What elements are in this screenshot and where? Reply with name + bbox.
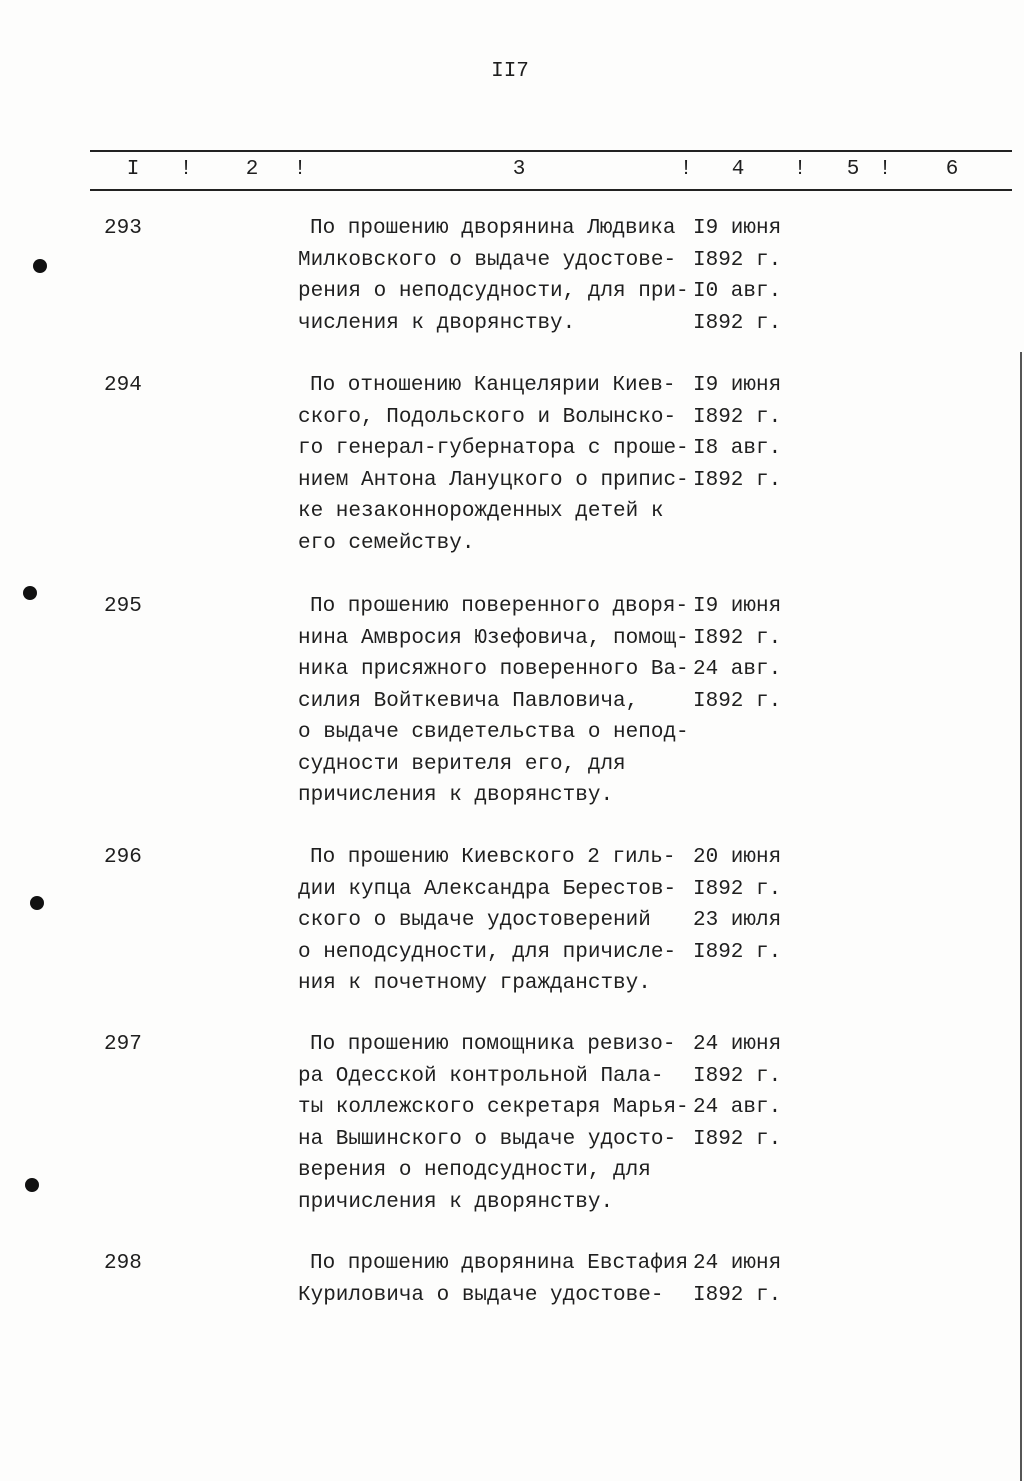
date-line: 20 июня bbox=[693, 846, 782, 869]
description-line: дии купца Александра Берестов- bbox=[298, 877, 677, 901]
description-line: о выдаче свидетельства о непод- bbox=[298, 721, 689, 744]
entry-dates bbox=[693, 842, 803, 968]
entry-number: 294 bbox=[104, 374, 142, 397]
entry-description bbox=[298, 1248, 690, 1311]
description-line: По отношению Канцелярии Киев- bbox=[310, 374, 676, 397]
entry-number: 293 bbox=[104, 217, 142, 240]
entry-dates bbox=[693, 370, 803, 496]
description-line: нина Амвросия Юзефовича, помощ- bbox=[298, 626, 689, 650]
description-line: По прошению дворянина Людвика bbox=[310, 217, 676, 240]
entry-description bbox=[298, 591, 690, 812]
date-line: I892 г. bbox=[693, 405, 782, 429]
description-line: рения о неподсудности, для при- bbox=[298, 280, 689, 303]
description-line: ке незаконнорожденных детей к bbox=[298, 500, 664, 523]
entry-dates bbox=[693, 213, 803, 339]
header-bottom-rule bbox=[90, 189, 1012, 191]
entry-description bbox=[298, 213, 690, 339]
description-line: причисления к дворянству. bbox=[298, 784, 614, 807]
date-line: 24 июня bbox=[693, 1252, 782, 1275]
description-line: ского, Подольского и Волынско- bbox=[298, 405, 677, 429]
header-column-2: 2 bbox=[245, 158, 259, 181]
date-line: I892 г. bbox=[693, 468, 782, 492]
description-line: Милковского о выдаче удостове- bbox=[298, 248, 677, 272]
date-line: 23 июля bbox=[693, 909, 782, 932]
header-separator: ! bbox=[878, 158, 892, 181]
description-line: По прошению помощника ревизо- bbox=[310, 1033, 676, 1056]
entry-number: 296 bbox=[104, 846, 142, 869]
entry-dates bbox=[693, 1029, 803, 1155]
date-line: I8 авг. bbox=[693, 437, 782, 460]
date-line: I892 г. bbox=[693, 940, 782, 964]
entry-description bbox=[298, 1029, 690, 1218]
entry-description bbox=[298, 842, 690, 1000]
punch-hole-mark bbox=[33, 259, 47, 273]
date-line: I9 июня bbox=[693, 217, 782, 240]
date-line: I892 г. bbox=[693, 1064, 782, 1088]
entry-description bbox=[298, 370, 690, 559]
description-line: верения о неподсудности, для bbox=[298, 1159, 651, 1182]
description-line: Куриловича о выдаче удостове- bbox=[298, 1283, 664, 1307]
header-separator: ! bbox=[679, 158, 693, 181]
date-line: 24 июня bbox=[693, 1033, 782, 1056]
date-line: 24 авг. bbox=[693, 658, 782, 681]
punch-hole-mark bbox=[30, 896, 44, 910]
header-column-4: 4 bbox=[731, 158, 745, 181]
entry-number: 295 bbox=[104, 595, 142, 618]
date-line: I892 г. bbox=[693, 626, 782, 650]
date-line: I892 г. bbox=[693, 311, 782, 335]
entry-dates bbox=[693, 1248, 803, 1311]
header-separator: ! bbox=[793, 158, 807, 181]
header-separator: ! bbox=[179, 158, 193, 181]
entry-number: 297 bbox=[104, 1033, 142, 1056]
entry-number: 298 bbox=[104, 1252, 142, 1275]
punch-hole-mark bbox=[25, 1178, 39, 1192]
description-line: ника присяжного поверенного Ва- bbox=[298, 658, 689, 681]
description-line: По прошению поверенного дворя- bbox=[310, 595, 689, 618]
header-column-3: 3 bbox=[512, 158, 526, 181]
description-line: ского о выдаче удостоверений bbox=[298, 909, 651, 932]
description-line: нием Антона Лануцкого о припис- bbox=[298, 468, 689, 492]
description-line: ты коллежского секретаря Марья- bbox=[298, 1096, 689, 1119]
description-line: По прошению дворянина Евстафия bbox=[310, 1252, 689, 1275]
date-line: I892 г. bbox=[693, 877, 782, 901]
date-line: I9 июня bbox=[693, 595, 782, 618]
header-column-5: 5 bbox=[846, 158, 860, 181]
date-line: I892 г. bbox=[693, 1127, 782, 1151]
date-line: I892 г. bbox=[693, 1283, 782, 1307]
header-separator: ! bbox=[293, 158, 307, 181]
description-line: го генерал-губернатора с проше- bbox=[298, 437, 689, 460]
punch-hole-mark bbox=[23, 586, 37, 600]
description-line: на Вышинского о выдаче удосто- bbox=[298, 1127, 677, 1151]
header-column-1: I bbox=[126, 158, 140, 181]
date-line: I892 г. bbox=[693, 248, 782, 272]
date-line: 24 авг. bbox=[693, 1096, 782, 1119]
description-line: силия Войткевича Павловича, bbox=[298, 689, 639, 713]
description-line: числения к дворянству. bbox=[298, 311, 576, 335]
description-line: его семейству. bbox=[298, 531, 475, 555]
date-line: I9 июня bbox=[693, 374, 782, 397]
entry-dates bbox=[693, 591, 803, 717]
description-line: По прошению Киевского 2 гиль- bbox=[310, 846, 676, 869]
header-column-6: 6 bbox=[945, 158, 959, 181]
description-line: судности верителя его, для bbox=[298, 752, 626, 776]
description-line: ния к почетному гражданству. bbox=[298, 972, 651, 995]
scan-edge-line bbox=[1020, 352, 1022, 1481]
description-line: о неподсудности, для причисле- bbox=[298, 940, 677, 964]
date-line: I892 г. bbox=[693, 689, 782, 713]
description-line: причисления к дворянству. bbox=[298, 1190, 614, 1214]
page-number: II7 bbox=[491, 60, 529, 83]
date-line: I0 авг. bbox=[693, 280, 782, 303]
description-line: ра Одесской контрольной Пала- bbox=[298, 1064, 664, 1088]
header-top-rule bbox=[90, 150, 1012, 152]
